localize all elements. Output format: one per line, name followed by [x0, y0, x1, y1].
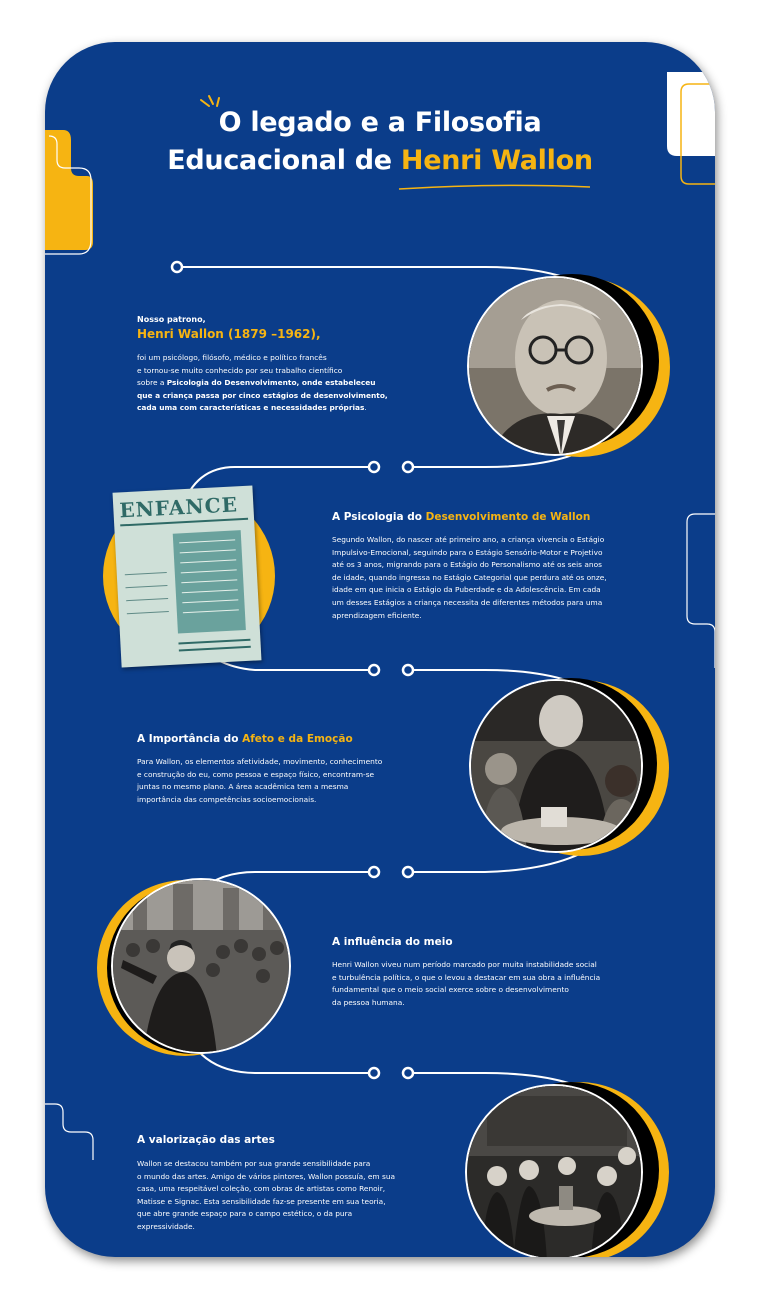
patron-body-line: [137, 402, 437, 415]
body-line: fundamental que o meio social exerce sobre o desenvolvimento: [332, 985, 569, 995]
political-crowd-photo: [111, 878, 291, 1054]
body-line: um desses Estágios a criança necessita de diferentes métodos para uma: [332, 597, 603, 607]
timeline-node: [369, 665, 379, 675]
patron-body-end: .: [364, 403, 367, 413]
patron-body-line: [137, 390, 437, 403]
section-heading-psicologia: [332, 511, 590, 523]
book-left-column: [124, 560, 170, 632]
body-line: até os 3 anos, migrando para o Estágio do Personalismo até os seis anos: [332, 560, 602, 570]
patron-body-bold: cada uma com características e necessidades próprias: [137, 403, 365, 413]
heading-prefix: A Psicologia do: [332, 511, 426, 523]
timeline-node: [369, 462, 379, 472]
body-line: Impulsivo-Emocional, seguindo para o Estágio Sensório-Motor e Projetivo: [332, 547, 603, 557]
title-underline: [397, 182, 592, 192]
artists-gathering-photo: [465, 1084, 643, 1257]
patron-body-bold: que a criança passa por cinco estágios de desenvolvimento,: [137, 390, 388, 400]
timeline-node: [172, 262, 182, 272]
heading-highlight: Afeto e da Emoção: [242, 733, 353, 745]
body-line: o mundo das artes. Amigo de vários pintores, Wallon possuía, em sua: [137, 1171, 396, 1181]
section-body-artes: [137, 1158, 457, 1234]
timeline-node: [403, 867, 413, 877]
enfance-book-cover: [113, 485, 262, 667]
section-body-afeto: [137, 756, 447, 806]
book-center-panel: [173, 530, 246, 633]
patron-body: [137, 352, 437, 415]
timeline-node: [369, 1068, 379, 1078]
sparkle-icon: [197, 94, 223, 118]
title-line-1: O legado e a Filosofia: [218, 107, 542, 138]
patron-pretitle: Nosso patrono,: [137, 315, 206, 324]
body-line: de idade, quando ingressa no Estágio Categorial que perdura até os onze,: [332, 572, 607, 582]
patron-body-line: foi um psicólogo, filósofo, médico e político francês: [137, 353, 327, 362]
body-line: aprendizagem eficiente.: [332, 610, 422, 620]
body-line: juntas no mesmo plano. A área acadêmica tem a mesma: [137, 782, 349, 792]
body-line: Wallon se destacou também por sua grande sensibilidade para: [137, 1159, 371, 1168]
body-line: Segundo Wallon, do nascer até primeiro ano, a criança vivencia o Estágio: [332, 535, 605, 544]
title-line-2: [45, 142, 715, 180]
body-line: importância das competências socioemocionais.: [137, 794, 317, 804]
body-line: Henri Wallon viveu num período marcado por muita instabilidade social: [332, 960, 597, 969]
section-heading-meio: A influência do meio: [332, 936, 453, 948]
book-title: ENFANCE: [118, 492, 239, 523]
section-heading-artes: A valorização das artes: [137, 1134, 275, 1146]
body-line: da pessoa humana.: [332, 997, 405, 1007]
body-line: idade em que inicia o Estágio da Puberdade e da Adolescência. Em cada: [332, 585, 601, 595]
timeline-node: [403, 462, 413, 472]
timeline-node: [403, 1068, 413, 1078]
page-title: [45, 104, 715, 180]
title-line-2-prefix: Educacional de: [167, 145, 401, 176]
timeline-node: [403, 665, 413, 675]
heading-highlight: Desenvolvimento de Wallon: [425, 511, 591, 523]
body-line: e construção do eu, como pessoa e espaço físico, encontram-se: [137, 769, 375, 779]
timeline-node: [369, 867, 379, 877]
wallon-with-children-photo: [469, 679, 643, 853]
body-line: casa, uma respeitável coleção, com obras de artistas como Renoir,: [137, 1184, 386, 1194]
patron-body-prefix: sobre a: [137, 378, 167, 388]
patron-body-bold: Psicologia do Desenvolvimento, onde estabeleceu: [166, 378, 376, 388]
body-line: expressividade.: [137, 1221, 195, 1231]
title-highlight: Henri Wallon: [400, 145, 593, 176]
body-line: Para Wallon, os elementos afetividade, movimento, conhecimento: [137, 757, 383, 766]
section-body-meio: [332, 959, 672, 1009]
body-line: Matisse e Signac. Esta sensibilidade faz-se presente em sua teoria,: [137, 1196, 386, 1206]
patron-body-line: e tornou-se muito conhecido por seu trabalho científico: [137, 365, 343, 375]
patron-body-line: [137, 377, 437, 390]
infographic-card: [45, 42, 715, 1257]
section-heading-afeto: [137, 733, 353, 745]
body-line: e turbulência política, o que o levou a destacar em sua obra a influência: [332, 972, 601, 982]
heading-prefix: A Importância do: [137, 733, 243, 745]
section-body-psicologia: [332, 534, 672, 622]
book-bottom-info: [178, 634, 251, 656]
henri-wallon-portrait: [467, 276, 643, 456]
patron-name: Henri Wallon (1879 –1962),: [137, 327, 321, 341]
body-line: que abre grande espaço para o campo estético, o da pura: [137, 1209, 353, 1219]
